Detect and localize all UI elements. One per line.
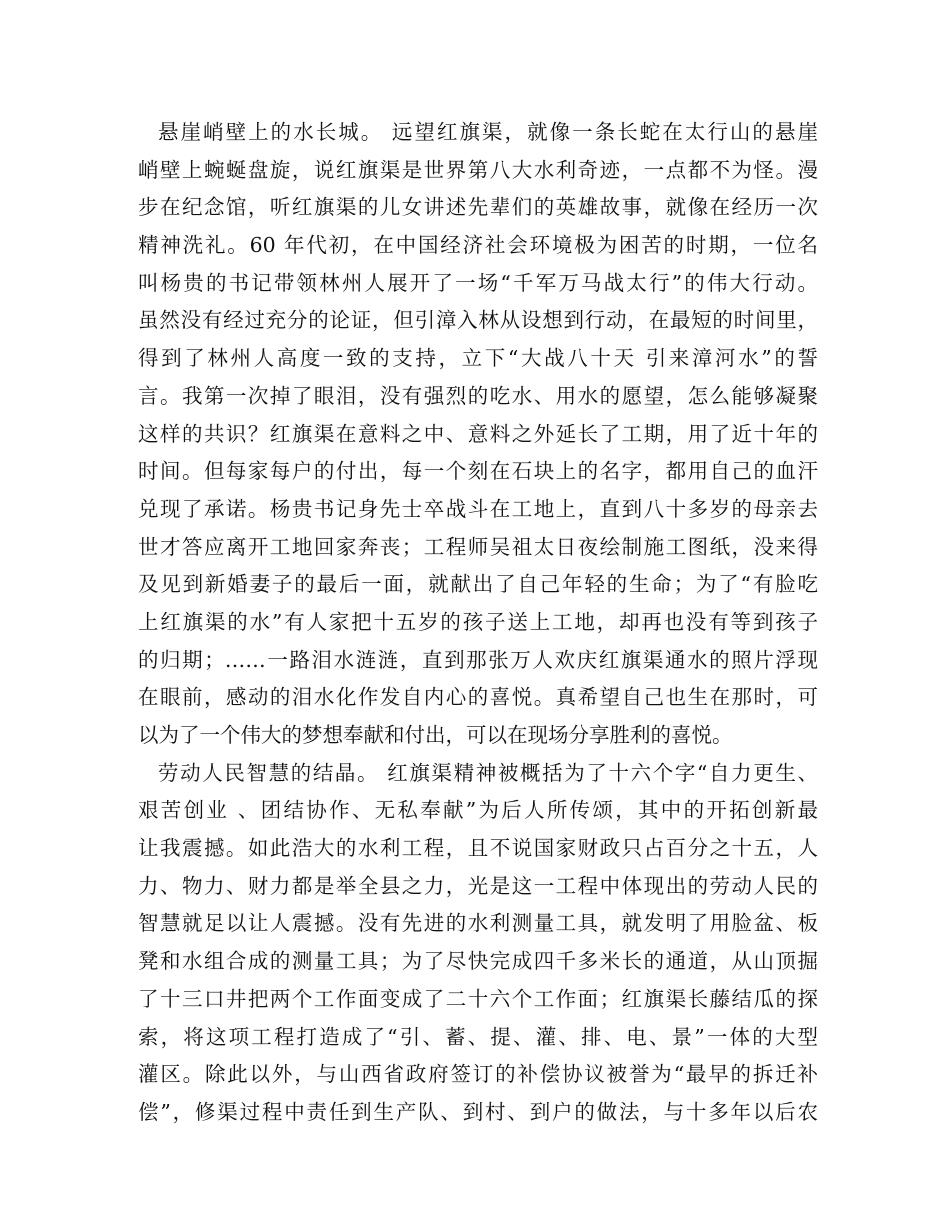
paragraph-1-line-1: 悬崖峭壁上的水长城。 远望红旗渠，就像一条长蛇在太行山的悬崖 xyxy=(158,120,818,144)
paragraph-2-line-5: 智慧就足以让人震撼。没有先进的水利测量工具，就发明了用脸盆、板 xyxy=(138,911,818,936)
paragraph-2-line-4: 力、物力、财力都是举全县之力，光是这一工程中体现出的劳动人民的 xyxy=(138,873,818,898)
paragraph-1-line-6: 虽然没有经过充分的论证，但引漳入林从设想到行动，在最短的时间里， xyxy=(138,308,818,333)
paragraph-1-line-15: 的归期；……一路泪水涟涟，直到那张万人欢庆红旗渠通水的照片浮现 xyxy=(138,647,818,672)
paragraph-1-line-11: 兑现了承诺。杨贵书记身先士卒战斗在工地上，直到八十多岁的母亲去 xyxy=(138,496,818,521)
paragraph-1-line-17: 以为了一个伟大的梦想奉献和付出，可以在现场分享胜利的喜悦。 xyxy=(138,723,733,747)
paragraph-1-line-8: 言。我第一次掉了眼泪，没有强烈的吃水、用水的愿望，怎么能够凝聚 xyxy=(138,383,818,408)
paragraph-2-line-1: 劳动人民智慧的结晶。 红旗渠精神被概括为了十六个字“自力更生、 xyxy=(158,760,818,785)
paragraph-2-line-10: 偿”，修渠过程中责任到生产队、到村、到户的做法，与十多年以后农 xyxy=(138,1099,818,1124)
paragraph-1-line-7: 得到了林州人高度一致的支持，立下“大战八十天 引来漳河水”的誓 xyxy=(138,346,818,371)
paragraph-1-line-5: 叫杨贵的书记带领林州人展开了一场“千军万马战太行”的伟大行动。 xyxy=(138,270,818,295)
paragraph-1-line-10: 时间。但每家每户的付出，每一个刻在石块上的名字，都用自己的血汗 xyxy=(138,459,818,484)
paragraph-1-line-2: 峭壁上蜿蜒盘旋，说红旗渠是世界第八大水利奇迹，一点都不为怪。漫 xyxy=(138,157,818,182)
paragraph-2-line-9: 灌区。除此以外，与山西省政府签订的补偿协议被誉为“最早的拆迁补 xyxy=(138,1062,818,1087)
paragraph-2-line-8: 索，将这项工程打造成了“引、蓄、提、灌、排、电、景”一体的大型 xyxy=(138,1024,818,1049)
paragraph-2-line-6: 凳和水组合成的测量工具；为了尽快完成四千多米长的通道，从山顶掘 xyxy=(138,949,818,974)
paragraph-2-line-2: 艰苦创业 、团结协作、无私奉献”为后人所传颂，其中的开拓创新最 xyxy=(138,798,818,823)
paragraph-1-line-4: 精神洗礼。60 年代初，在中国经济社会环境极为困苦的时期，一位名 xyxy=(138,233,818,258)
paragraph-2-line-3: 让我震撼。如此浩大的水利工程，且不说国家财政只占百分之十五，人 xyxy=(138,836,818,861)
paragraph-1-line-16: 在眼前，感动的泪水化作发自内心的喜悦。真希望自己也生在那时，可 xyxy=(138,685,818,710)
paragraph-1-line-9: 这样的共识？红旗渠在意料之中、意料之外延长了工期，用了近十年的 xyxy=(138,421,818,446)
document-body xyxy=(138,114,818,1132)
paragraph-1-line-12: 世才答应离开工地回家奔丧；工程师吴祖太日夜绘制施工图纸，没来得 xyxy=(138,534,818,559)
paragraph-1-line-14: 上红旗渠的水”有人家把十五岁的孩子送上工地，却再也没有等到孩子 xyxy=(138,609,818,634)
paragraph-2-line-7: 了十三口井把两个工作面变成了二十六个工作面；红旗渠长藤结瓜的探 xyxy=(138,986,818,1011)
paragraph-1-line-3: 步在纪念馆，听红旗渠的儿女讲述先辈们的英雄故事，就像在经历一次 xyxy=(138,195,818,220)
paragraph-1-line-13: 及见到新婚妻子的最后一面，就献出了自己年轻的生命；为了“有脸吃 xyxy=(138,572,818,597)
